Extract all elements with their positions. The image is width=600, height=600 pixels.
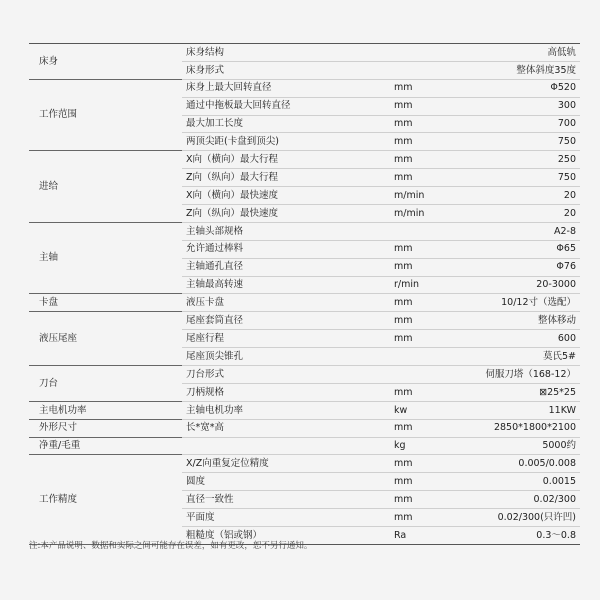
item-name: 直径一致性 — [182, 491, 394, 509]
item-name: 床身上最大回转直径 — [182, 79, 394, 97]
item-value: 莫氏5# — [470, 348, 580, 366]
footnote: 注:本产品说明、数据和实际之间可能存在误差，如有更改，恕不另行通知。 — [29, 541, 313, 551]
item-unit: mm — [394, 330, 470, 348]
item-name: Z向（纵向）最快速度 — [182, 205, 394, 223]
item-unit: Ra — [394, 527, 470, 545]
item-value: 0.0015 — [470, 473, 580, 491]
item-value: A2-8 — [470, 222, 580, 240]
item-value: 300 — [470, 97, 580, 115]
item-value: 600 — [470, 330, 580, 348]
item-unit: mm — [394, 97, 470, 115]
item-unit: m/min — [394, 187, 470, 205]
spec-row — [29, 437, 580, 455]
item-unit: m/min — [394, 205, 470, 223]
item-value: 20 — [470, 187, 580, 205]
item-name: X向（横向）最大行程 — [182, 151, 394, 169]
spec-row — [29, 151, 580, 169]
category-label: 工作范围 — [29, 79, 182, 151]
item-name: 平面度 — [182, 509, 394, 527]
spec-row — [29, 44, 580, 62]
category-label: 进给 — [29, 151, 182, 223]
spec-row — [29, 455, 580, 473]
item-name: 床身结构 — [182, 44, 394, 62]
category-label: 液压尾座 — [29, 312, 182, 366]
item-unit: mm — [394, 240, 470, 258]
item-unit: mm — [394, 294, 470, 312]
item-value: 伺服刀塔（168-12） — [470, 366, 580, 384]
item-unit: mm — [394, 258, 470, 276]
item-value: 0.02/300(只许凹) — [470, 509, 580, 527]
item-name: 主轴电机功率 — [182, 401, 394, 419]
item-unit — [394, 44, 470, 62]
item-name: 床身形式 — [182, 61, 394, 79]
spec-row — [29, 294, 580, 312]
item-unit: kw — [394, 401, 470, 419]
item-unit — [394, 348, 470, 366]
item-unit — [394, 61, 470, 79]
item-value: 11KW — [470, 401, 580, 419]
category-label: 外形尺寸 — [29, 419, 182, 437]
item-value: 0.02/300 — [470, 491, 580, 509]
item-unit: mm — [394, 169, 470, 187]
item-name: 尾座行程 — [182, 330, 394, 348]
item-unit: mm — [394, 312, 470, 330]
item-value: 整体斜度35度 — [470, 61, 580, 79]
item-value: 20-3000 — [470, 276, 580, 294]
item-name: 尾座套筒直径 — [182, 312, 394, 330]
item-value: 250 — [470, 151, 580, 169]
item-unit: mm — [394, 419, 470, 437]
item-name: 通过中拖板最大回转直径 — [182, 97, 394, 115]
item-value: 750 — [470, 133, 580, 151]
item-value: 高低轨 — [470, 44, 580, 62]
spec-row — [29, 79, 580, 97]
item-value: 5000约 — [470, 437, 580, 455]
item-unit: mm — [394, 79, 470, 97]
item-name: 尾座顶尖锥孔 — [182, 348, 394, 366]
item-name: Z向（纵向）最大行程 — [182, 169, 394, 187]
item-value: Φ520 — [470, 79, 580, 97]
item-value: Φ65 — [470, 240, 580, 258]
item-name: 主轴头部规格 — [182, 222, 394, 240]
item-unit: mm — [394, 133, 470, 151]
item-name: X向（横向）最快速度 — [182, 187, 394, 205]
item-unit: mm — [394, 115, 470, 133]
item-value: 0.005/0.008 — [470, 455, 580, 473]
item-name: 刀台形式 — [182, 366, 394, 384]
item-name: 允许通过棒料 — [182, 240, 394, 258]
item-value: ⊠25*25 — [470, 383, 580, 401]
category-label: 床身 — [29, 44, 182, 80]
item-name: 圆度 — [182, 473, 394, 491]
item-value: 20 — [470, 205, 580, 223]
category-label: 净重/毛重 — [29, 437, 182, 455]
item-unit: mm — [394, 151, 470, 169]
item-name: 主轴最高转速 — [182, 276, 394, 294]
item-name — [182, 437, 394, 455]
item-unit — [394, 222, 470, 240]
item-value: 10/12寸（选配） — [470, 294, 580, 312]
item-unit: r/min — [394, 276, 470, 294]
item-name: 主轴通孔直径 — [182, 258, 394, 276]
item-value: Φ76 — [470, 258, 580, 276]
item-name: X/Z向重复定位精度 — [182, 455, 394, 473]
item-name: 长*宽*高 — [182, 419, 394, 437]
item-value: 750 — [470, 169, 580, 187]
item-value: 700 — [470, 115, 580, 133]
spec-table — [29, 43, 580, 545]
item-value: 整体移动 — [470, 312, 580, 330]
item-unit: mm — [394, 473, 470, 491]
item-value: 2850*1800*2100 — [470, 419, 580, 437]
item-value: 0.3～0.8 — [470, 527, 580, 545]
category-label: 主轴 — [29, 222, 182, 294]
category-label: 刀台 — [29, 366, 182, 402]
category-label: 主电机功率 — [29, 401, 182, 419]
item-name: 最大加工长度 — [182, 115, 394, 133]
spec-row — [29, 419, 580, 437]
spec-table-body — [29, 44, 580, 545]
item-unit: kg — [394, 437, 470, 455]
item-unit: mm — [394, 455, 470, 473]
item-unit — [394, 366, 470, 384]
item-unit: mm — [394, 509, 470, 527]
item-name: 两顶尖距(卡盘到顶尖) — [182, 133, 394, 151]
category-label: 卡盘 — [29, 294, 182, 312]
item-unit: mm — [394, 383, 470, 401]
spec-row — [29, 312, 580, 330]
item-unit: mm — [394, 491, 470, 509]
item-name: 液压卡盘 — [182, 294, 394, 312]
item-name: 粗糙度（铝或钢） — [182, 527, 394, 545]
spec-row — [29, 401, 580, 419]
spec-row — [29, 222, 580, 240]
spec-row — [29, 366, 580, 384]
category-label: 工作精度 — [29, 455, 182, 544]
item-name: 刀柄规格 — [182, 383, 394, 401]
